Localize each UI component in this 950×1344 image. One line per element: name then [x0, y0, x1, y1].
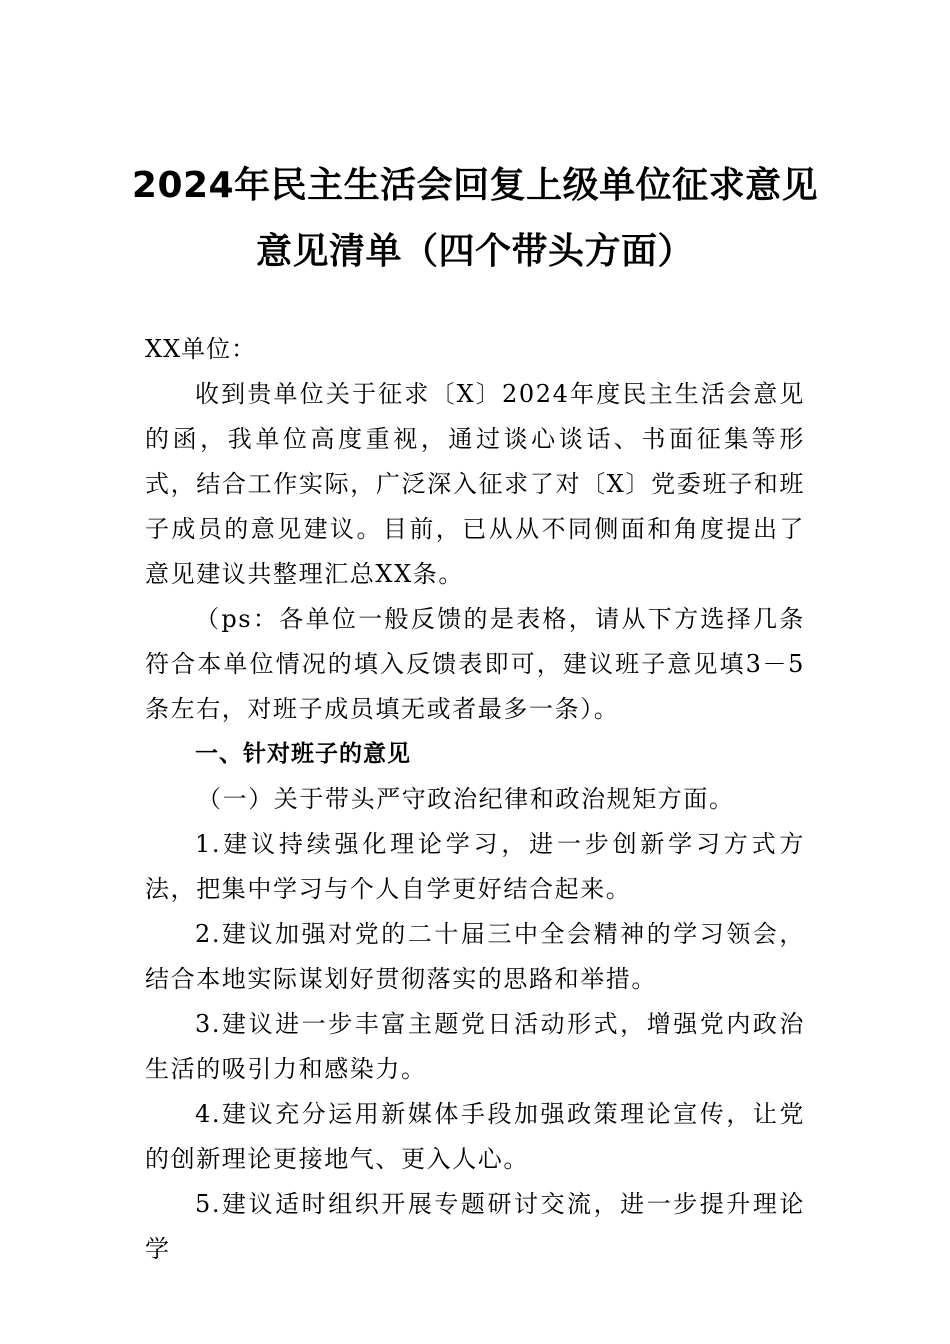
- salutation: XX单位：: [145, 335, 257, 363]
- list-item: 1.建议持续强化理论学习，进一步创新学习方式方法，把集中学习与个人自学更好结合起来。: [145, 830, 805, 903]
- intro-paragraph: 收到贵单位关于征求〔X〕2024年度民主生活会意见的函，我单位高度重视，通过谈心谈话、书面征集等形式，结合工作实际，广泛深入征求了对〔X〕党委班子和班子成员的意见建议。目前，已从从不同侧面和角度提出了意见建议共整理汇总XX条。: [145, 380, 805, 588]
- section-heading: 一、针对班子的意见: [195, 741, 411, 767]
- subsection-heading: （一）关于带头严守政治纪律和政治规矩方面。: [197, 785, 735, 813]
- list-item: 2.建议加强对党的二十届三中全会精神的学习领会，结合本地实际谋划好贯彻落实的思路和举措。: [145, 920, 805, 993]
- note-paragraph: （ps：各单位一般反馈的是表格，请从下方选择几条符合本单位情况的填入反馈表即可，建议班子意见填3－5条左右，对班子成员填无或者最多一条）。: [145, 605, 805, 723]
- document-title-line-1: 2024年民主生活会回复上级单位征求意见: [131, 165, 819, 206]
- list-item: 4.建议充分运用新媒体手段加强政策理论宣传，让党的创新理论更接地气、更入人心。: [145, 1100, 805, 1173]
- list-item: 5.建议适时组织开展专题研讨交流，进一步提升理论学: [145, 1190, 805, 1263]
- list-item: 3.建议进一步丰富主题党日活动形式，增强党内政治生活的吸引力和感染力。: [145, 1010, 805, 1083]
- document-body: [145, 327, 805, 1272]
- document-title-line-2: 意见清单（四个带头方面）: [255, 231, 694, 272]
